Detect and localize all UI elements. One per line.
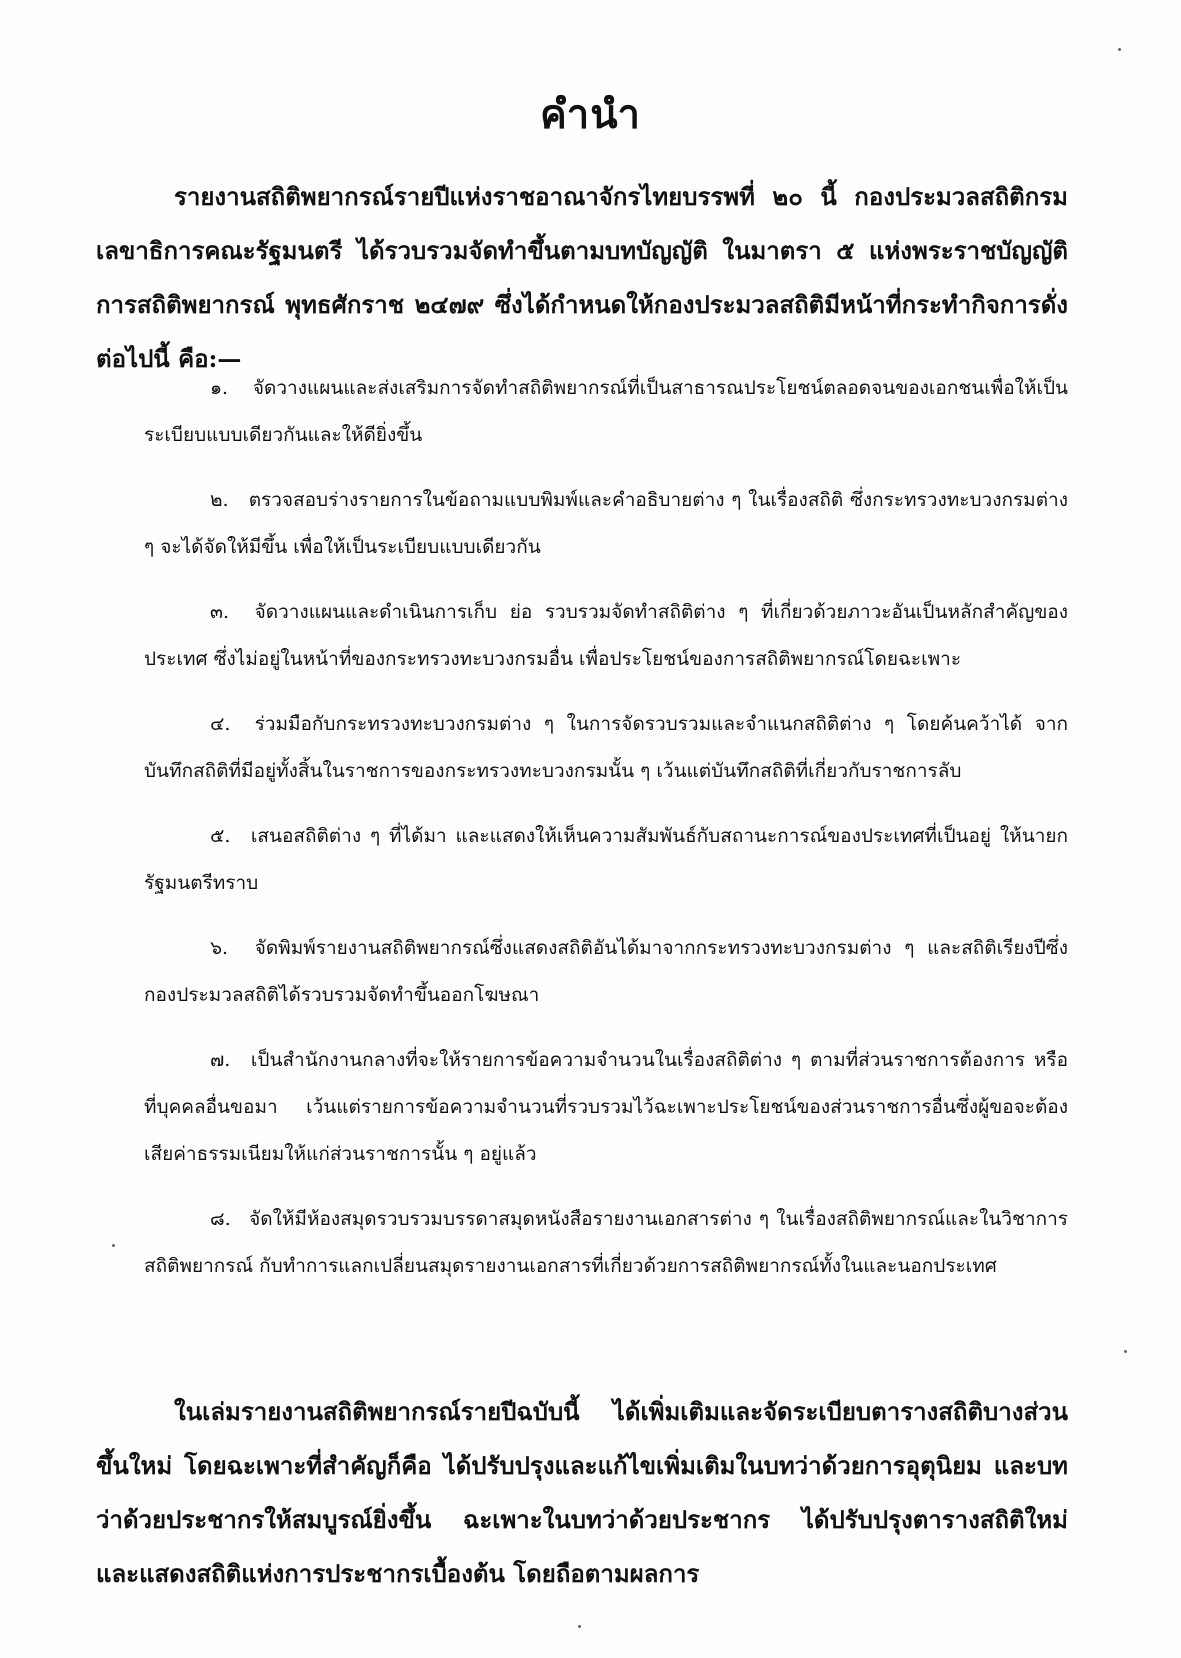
scan-speck [1118, 48, 1121, 51]
item-number: ๑. [210, 377, 229, 399]
list-item [144, 701, 1068, 795]
list-item [144, 925, 1068, 1019]
item-text: จัดพิมพ์รายงานสถิติพยากรณ์ซึ่งแสดงสถิติอันได้มาจากกระทรวงทะบวงกรมต่าง ๆ และสถิติเรียงปีซึ่งกองประมวลสถิติได้รวบรวมจัดทำขึ้นออกโฆษณา [144, 937, 1068, 1006]
page-title: คำนำ [539, 91, 642, 138]
item-text: เสนอสถิติต่าง ๆ ที่ได้มา และแสดงให้เห็นความสัมพันธ์กับสถานะการณ์ของประเทศที่เป็นอยู่ ให้นายกรัฐมนตรีทราบ [144, 825, 1068, 894]
item-text: ตรวจสอบร่างรายการในข้อถามแบบพิมพ์และคำอธิบายต่าง ๆ ในเรื่องสถิติ ซึ่งกระทรวงทะบวงกรมต่าง ๆ จะได้จัดให้มีขึ้น เพื่อให้เป็นระเบียบแบบเดียวกัน [144, 489, 1068, 558]
scan-speck [112, 1244, 115, 1247]
intro-paragraph: รายงานสถิติพยากรณ์รายปีแห่งราชอาณาจักรไทยบรรพที่ ๒๐ นี้ กองประมวลสถิติกรมเลขาธิการคณะรัฐมนตรี ได้รวบรวมจัดทำขึ้นตามบทบัญญัติ ในมาตรา ๕ แห่งพระราชบัญญัติการสถิติพยากรณ์ พุทธศักราช ๒๔๗๙ ซึ่งได้กำหนดให้กองประมวลสถิติมีหน้าที่กระทำกิจการดั่งต่อไปนี้ คือ:— [96, 182, 1068, 373]
scan-speck [578, 1625, 581, 1628]
item-text: จัดวางแผนและส่งเสริมการจัดทำสถิติพยากรณ์ที่เป็นสาธารณประโยชน์ตลอดจนของเอกชนเพื่อให้เป็นระเบียบแบบเดียวกันและให้ดียิ่งขึ้น [144, 377, 1068, 446]
list-item [144, 477, 1068, 571]
duties-list [144, 365, 1068, 1308]
item-number: ๘. [210, 1208, 231, 1230]
list-item [144, 365, 1068, 459]
item-number: ๕. [210, 825, 231, 847]
closing-paragraph: ในเล่มรายงานสถิติพยากรณ์รายปีฉบับนี้ ได้เพิ่มเติมและจัดระเบียบตารางสถิติบางส่วนขึ้นใหม่ โดยฉะเพาะที่สำคัญก็คือ ได้ปรับปรุงและแก้ไขเพิ่มเติมในบทว่าด้วยการอุตุนิยม และบทว่าด้วยประชากรให้สมบูรณ์ยิ่งขึ้น ฉะเพาะในบทว่าด้วยประชากร ได้ปรับปรุงตารางสถิติใหม่ และแสดงสถิติแห่งการประชากรเบื้องต้น โดยถือตามผลการ [96, 1397, 1068, 1588]
item-number: ๔. [210, 713, 231, 735]
list-item [144, 1196, 1068, 1290]
item-number: ๖. [210, 937, 229, 959]
item-number: ๓. [210, 601, 230, 623]
scan-speck [1124, 1350, 1127, 1353]
list-item [144, 589, 1068, 683]
list-item [144, 1037, 1068, 1178]
item-number: ๒. [210, 489, 229, 511]
list-item [144, 813, 1068, 907]
item-text: ร่วมมือกับกระทรวงทะบวงกรมต่าง ๆ ในการจัดรวบรวมและจำแนกสถิติต่าง ๆ โดยค้นคว้าได้ จากบันทึกสถิติที่มีอยู่ทั้งสิ้นในราชการของกระทรวงทะบวงกรมนั้น ๆ เว้นแต่บันทึกสถิติที่เกี่ยวกับราชการลับ [144, 713, 1069, 782]
item-number: ๗. [210, 1049, 231, 1071]
item-text: จัดวางแผนและดำเนินการเก็บ ย่อ รวบรวมจัดทำสถิติต่าง ๆ ที่เกี่ยวด้วยภาวะอันเป็นหลักสำคัญของประเทศ ซึ่งไม่อยู่ในหน้าที่ของกระทรวงทะบวงกรมอื่น เพื่อประโยชน์ของการสถิติพยากรณ์โดยฉะเพาะ [144, 601, 1068, 670]
item-text: เป็นสำนักงานกลางที่จะให้รายการข้อความจำนวนในเรื่องสถิติต่าง ๆ ตามที่ส่วนราชการต้องการ หรือที่บุคคลอื่นขอมา เว้นแต่รายการข้อความจำนวนที่รวบรวมไว้ฉะเพาะประโยชน์ของส่วนราชการอื่นซึ่งผู้ขอจะต้องเสียค่าธรรมเนียมให้แก่ส่วนราชการนั้น ๆ อยู่แล้ว [144, 1049, 1068, 1165]
item-text: จัดให้มีห้องสมุดรวบรวมบรรดาสมุดหนังสือรายงานเอกสารต่าง ๆ ในเรื่องสถิติพยากรณ์และในวิชาการสถิติพยากรณ์ กับทำการแลกเปลี่ยนสมุดรายงานเอกสารที่เกี่ยวด้วยการสถิติพยากรณ์ทั้งในและนอกประเทศ [144, 1208, 1068, 1277]
